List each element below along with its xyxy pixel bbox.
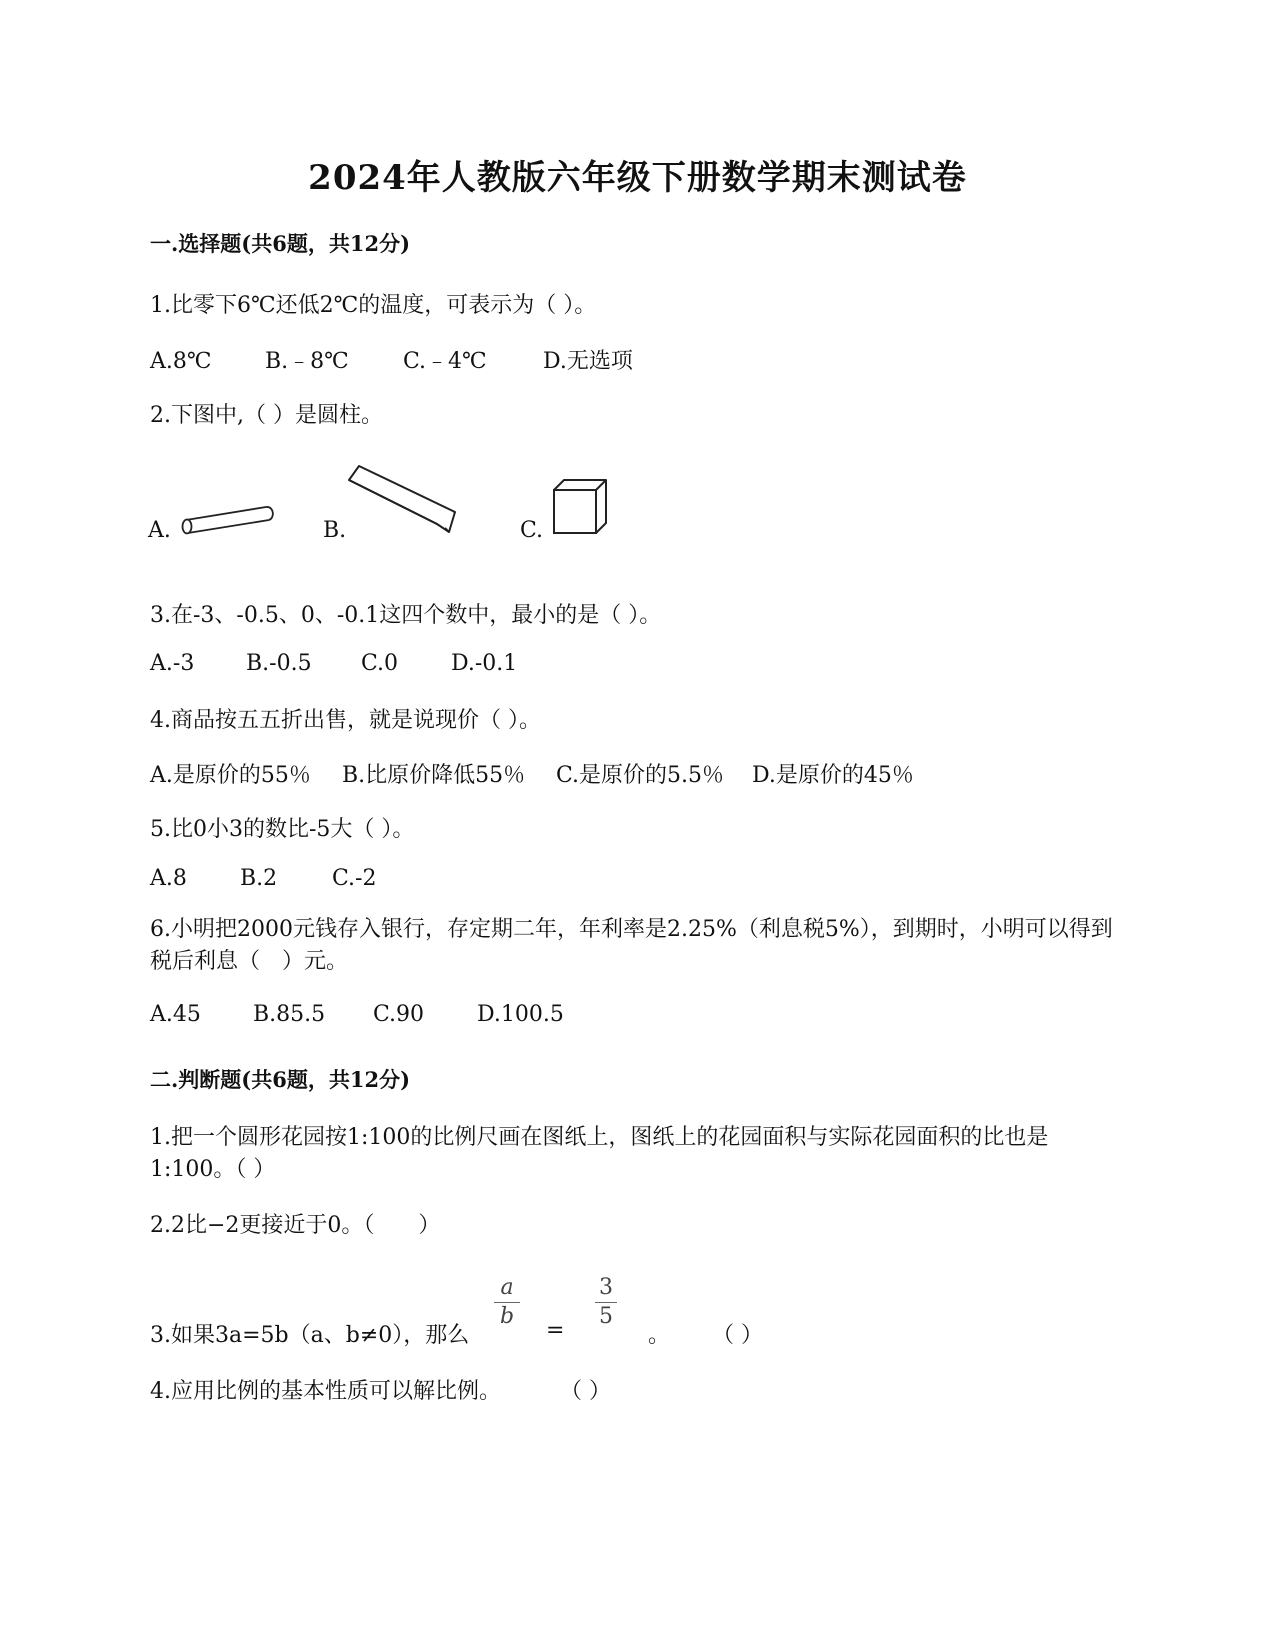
question-prefix: 3.如果3a=5b（a、b≠0），那么 (150, 1323, 470, 1348)
question-text: 4.商品按五五折出售，就是说现价（ ）。 (150, 708, 541, 733)
option: C.﹣4℃ (403, 349, 487, 374)
fraction-numerator: a (500, 1275, 514, 1300)
question-text: 1.比零下6℃还低2℃的温度，可表示为（ ）。 (150, 293, 597, 318)
fraction-a-over-b (494, 1276, 520, 1329)
figure-label: B. (323, 518, 347, 543)
option: B.﹣8℃ (265, 349, 349, 374)
fraction-bar (494, 1302, 520, 1303)
question-suffix: 。 (648, 1323, 671, 1348)
option: B.85.5 (253, 1002, 326, 1027)
option: C.0 (361, 651, 399, 676)
options-row (150, 866, 376, 891)
option: A.45 (150, 1002, 201, 1027)
figure-label: C. (520, 518, 544, 543)
triangular-prism-icon (345, 462, 465, 542)
option: C.是原价的5.5％ (556, 763, 725, 788)
option: C.-2 (332, 866, 377, 891)
question-text: 6.小明把2000元钱存入银行，存定期二年，年利率是2.25%（利息税5%），到期时，小明可以得到税后利息（ ）元。 (150, 917, 1113, 974)
option: B.比原价降低55％ (342, 763, 526, 788)
fraction-bar (595, 1302, 617, 1303)
question-text: 2.下图中,（ ）是圆柱。 (150, 403, 383, 428)
option: C.90 (373, 1002, 425, 1027)
option: A.-3 (150, 651, 195, 676)
option: A.8℃ (150, 349, 212, 374)
fraction-denominator: 5 (599, 1304, 613, 1329)
answer-bracket: （ ） (712, 1323, 763, 1348)
options-row (150, 1002, 564, 1027)
page-title: 2024年人教版六年级下册数学期末测试卷 (308, 158, 967, 198)
fraction-3-over-5 (595, 1276, 617, 1329)
options-row (150, 758, 914, 789)
fraction-denominator: b (499, 1304, 515, 1329)
equals-sign: = (546, 1318, 565, 1343)
options-row (150, 651, 517, 676)
question-text: 2.2比−2更接近于0。（ ） (150, 1213, 441, 1238)
options-row (150, 344, 633, 375)
option: D.100.5 (477, 1002, 564, 1027)
option: B.-0.5 (246, 651, 312, 676)
cube-icon (552, 478, 612, 538)
question-text: 5.比0小3的数比-5大（ ）。 (150, 817, 415, 842)
question-text: 1.把一个圆形花园按1:100的比例尺画在图纸上，图纸上的花园面积与实际花园面积的比也是1:100。（ ） (150, 1125, 1049, 1182)
section-heading-choice: 一.选择题(共6题，共12分) (150, 231, 411, 256)
cylinder-icon (180, 492, 280, 542)
option: D.是原价的45％ (752, 763, 914, 788)
figure-label: A. (148, 518, 171, 543)
section-heading-judge: 二.判断题(共6题，共12分) (150, 1067, 411, 1092)
option: D.-0.1 (451, 651, 518, 676)
option: A.是原价的55％ (150, 763, 311, 788)
option: A.8 (150, 866, 187, 891)
question-text: 3.在-3、-0.5、0、-0.1这四个数中，最小的是（ ）。 (150, 603, 662, 628)
answer-bracket: （ ） (560, 1379, 611, 1404)
fraction-numerator: 3 (599, 1275, 613, 1300)
option: D.无选项 (543, 349, 633, 374)
option: B.2 (240, 866, 278, 891)
question-text: 4.应用比例的基本性质可以解比例。 (150, 1379, 501, 1404)
